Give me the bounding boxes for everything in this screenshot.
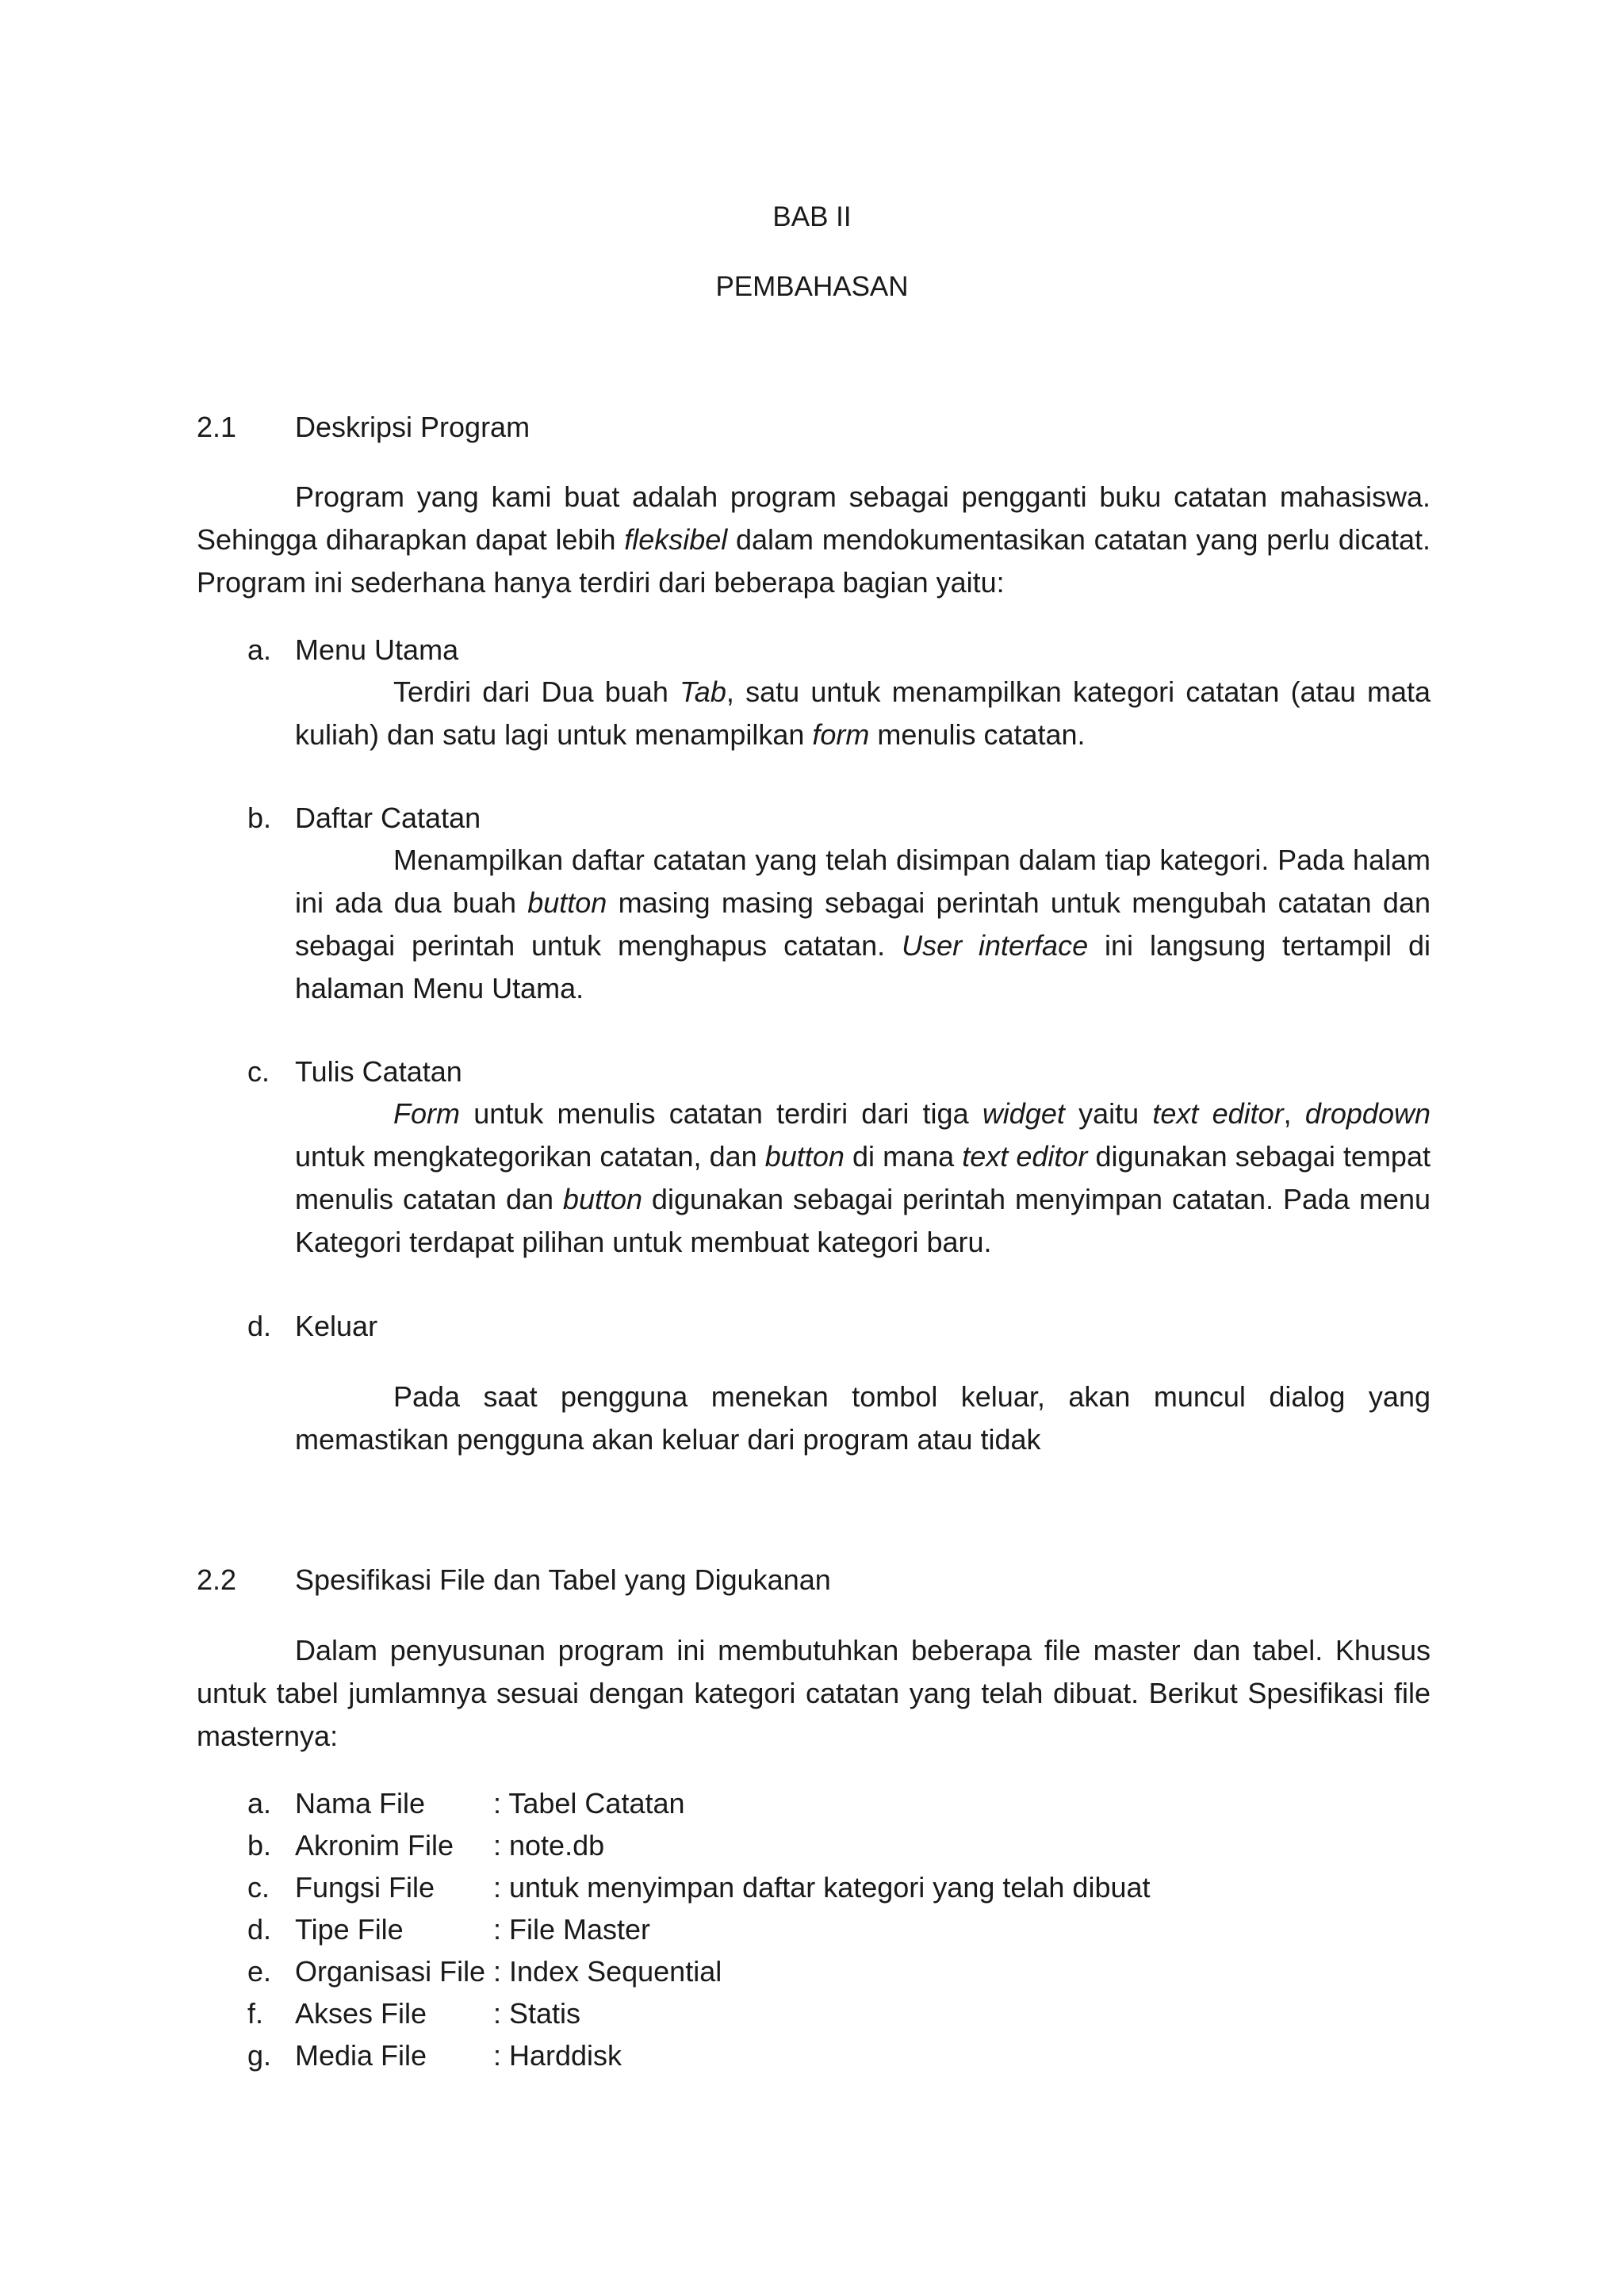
section-heading-2-2	[197, 1563, 831, 1596]
list-item-description: Pada saat pengguna menekan tombol keluar, akan muncul dialog yang memastikan pengguna akan keluar dari program atau tidak	[295, 1380, 1431, 1456]
spec-row: b. Akronim File : note.db	[247, 1829, 605, 1862]
spec-row: g. Media File : Harddisk	[247, 2039, 622, 2072]
section-title: Spesifikasi File dan Tabel yang Digukanan	[295, 1563, 831, 1596]
list-item-label: d. Keluar	[247, 1310, 378, 1342]
italic-term: button	[527, 886, 607, 919]
list-item-description: Terdiri dari Dua buah Tab, satu untuk menampilkan kategori catatan (atau mata kuliah) dan satu lagi untuk menampilkan form menulis catatan.	[295, 675, 1431, 751]
list-item-label: a. Menu Utama	[247, 633, 459, 666]
list-item-description: Menampilkan daftar catatan yang telah disimpan dalam tiap kategori. Pada halam ini ada dua buah button masing masing sebagai perintah untuk mengubah catatan dan sebagai perintah untuk menghapus catatan. User interface ini langsung tertampil di halaman Menu Utama.	[295, 844, 1431, 1004]
italic-term: text editor	[962, 1140, 1088, 1173]
italic-term: Tab	[680, 675, 726, 708]
section-intro-paragraph: Program yang kami buat adalah program sebagai pengganti buku catatan mahasiswa. Sehingga diharapkan dapat lebih fleksibel dalam mendokumentasikan catatan yang perlu dicatat. Program ini sederhana hanya terdiri dari beberapa bagian yaitu:	[197, 480, 1431, 599]
italic-term: button	[764, 1140, 845, 1173]
italic-term: text editor	[1152, 1097, 1284, 1130]
spec-row: a. Nama File : Tabel Catatan	[247, 1787, 685, 1820]
list-item-label: c. Tulis Catatan	[247, 1055, 462, 1088]
section-title: Deskripsi Program	[295, 411, 530, 443]
italic-term: dropdown	[1304, 1097, 1431, 1130]
italic-term: button	[562, 1183, 643, 1215]
spec-row: f. Akses File : Statis	[247, 1997, 581, 2030]
section-number: 2.2	[197, 1563, 237, 1596]
list-item-description: Form untuk menulis catatan terdiri dari tiga widget yaitu text editor, dropdown untuk mengkategorikan catatan, dan button di mana text editor digunakan sebagai tempat menulis catatan dan button digunakan sebagai perintah menyimpan catatan. Pada menu Kategori terdapat pilihan untuk membuat kategori baru.	[295, 1097, 1431, 1258]
spec-row: c. Fungsi File : untuk menyimpan daftar kategori yang telah dibuat	[247, 1871, 1151, 1904]
spec-row: e. Organisasi File : Index Sequential	[247, 1955, 722, 1988]
spec-row: d. Tipe File : File Master	[247, 1913, 651, 1946]
section-intro-paragraph: Dalam penyusunan program ini membutuhkan beberapa file master dan tabel. Khusus untuk tabel jumlamnya sesuai dengan kategori catatan yang telah dibuat. Berikut Spesifikasi file masternya:	[197, 1634, 1431, 1752]
italic-term: fleksibel	[624, 523, 728, 556]
chapter-title: PEMBAHASAN	[715, 271, 909, 302]
list-item-label: b. Daftar Catatan	[247, 802, 481, 834]
chapter-number: BAB II	[772, 201, 852, 232]
section-heading-2-1	[197, 413, 530, 442]
italic-term: Form	[393, 1097, 460, 1130]
italic-term: User interface	[902, 929, 1089, 962]
italic-term: widget	[982, 1097, 1065, 1130]
section-number: 2.1	[197, 411, 237, 443]
file-spec-list	[247, 1782, 1151, 2076]
italic-term: form	[812, 718, 870, 751]
